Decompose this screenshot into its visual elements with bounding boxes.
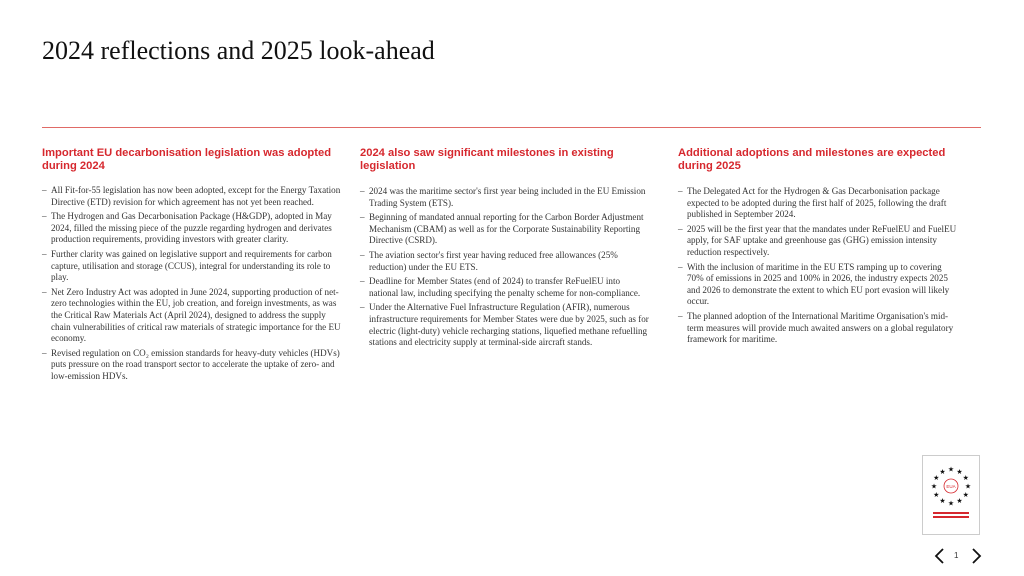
star-icon: ★ [947, 465, 955, 474]
list-item: – Revised regulation on CO₂ emission standards for heavy-duty vehicles (HDVs) puts pressure on the road transport sector to accelerate the uptake of zero- and low-emission HDVs. [42, 348, 344, 383]
eu-stars-logo-icon [922, 455, 980, 535]
bullet-list [42, 185, 344, 383]
bullet-list [678, 186, 960, 346]
star-icon: ★ [956, 497, 963, 506]
star-icon: ★ [939, 497, 946, 506]
star-icon: ★ [956, 467, 963, 476]
column-heading: Important EU decarbonisation legislation was adopted during 2024 [42, 147, 332, 172]
list-item: – Beginning of mandated annual reporting for the Carbon Border Adjustment Mechanism (CBAM) as well as for the Corporate Sustainability Reporting Directive (CSRD). [360, 212, 650, 247]
column-2024-legislation [42, 147, 344, 386]
list-item: – The planned adoption of the International Maritime Organisation's mid-term measures will provide much awaited answers on a global regulatory framework for maritime. [678, 311, 960, 346]
column-2024-milestones [360, 147, 650, 352]
list-item: – 2025 will be the first year that the mandates under ReFuelEU and FuelEU apply, for SAF uptake and greenhouse gas (GHG) emission intensity reduction respectively. [678, 224, 960, 259]
column-2025-outlook [678, 147, 960, 349]
title-divider [42, 127, 981, 128]
logo-label: EUA [946, 484, 956, 489]
star-icon: ★ [933, 474, 940, 482]
list-item: – The Delegated Act for the Hydrogen & Gas Decarbonisation package expected to be adopted during the first half of 2025, following the draft published in September 2024. [678, 186, 960, 221]
previous-page-button[interactable] [932, 546, 948, 566]
list-item: – Net Zero Industry Act was adopted in June 2024, supporting production of net-zero technologies within the EU, job creation, and foreign investments, as was the Critical Raw Materials Act (April 2024), designed to address the supply chain vulnerabilities of critical raw materials of strategic importance for the EU economy. [42, 287, 344, 345]
list-item: – Under the Alternative Fuel Infrastructure Regulation (AFIR), numerous infrastructure requirements for Member States were due by 2025, such as for electric (light-duty) vehicle recharging stations, liquefied methane refuelling stations and electricity supply at terminal-side aircraft stands. [360, 302, 650, 348]
star-icon: ★ [930, 482, 938, 491]
list-item: – All Fit-for-55 legislation has now been adopted, except for the Energy Taxation Directive (ETD) revision for which agreement has not yet been reached. [42, 185, 344, 208]
list-item: – Further clarity was gained on legislative support and requirements for carbon capture, utilisation and storage (CCUS), integral for understanding its role to play. [42, 249, 344, 284]
logo-graphic [923, 456, 979, 534]
star-icon: ★ [962, 474, 969, 482]
star-icon: ★ [939, 467, 946, 476]
list-item: – The aviation sector's first year having reduced free allowances (25% reduction) under the EU ETS. [360, 250, 650, 273]
page-number: 1 [954, 551, 959, 560]
list-item: – Deadline for Member States (end of 2024) to transfer ReFuelEU into national law, including specifying the penalty scheme for non-compliance. [360, 276, 650, 299]
star-icon: ★ [947, 499, 955, 508]
next-page-button[interactable] [968, 546, 984, 566]
page-title: 2024 reflections and 2025 look-ahead [42, 36, 435, 65]
chevron-right-icon [968, 546, 984, 566]
chevron-left-icon [932, 546, 948, 566]
bullet-list [360, 186, 650, 349]
column-heading: 2024 also saw significant milestones in existing legislation [360, 147, 614, 172]
star-icon: ★ [964, 482, 972, 491]
list-item: – With the inclusion of maritime in the EU ETS ramping up to covering 70% of emissions in 2025 and 100% in 2026, the industry expects 2025 and 2026 to demonstrate the extent to which EU port evasion will likely occur. [678, 262, 960, 308]
list-item: – The Hydrogen and Gas Decarbonisation Package (H&GDP), adopted in May 2024, filled the missing piece of the puzzle regarding hydrogen and derivates production requirements, providing investors with greater clarity. [42, 211, 344, 246]
star-icon: ★ [962, 491, 969, 499]
star-icon: ★ [933, 491, 940, 499]
column-heading: Additional adoptions and milestones are expected during 2025 [678, 147, 946, 172]
list-item: – 2024 was the maritime sector's first year being included in the EU Emission Trading System (ETS). [360, 186, 650, 209]
